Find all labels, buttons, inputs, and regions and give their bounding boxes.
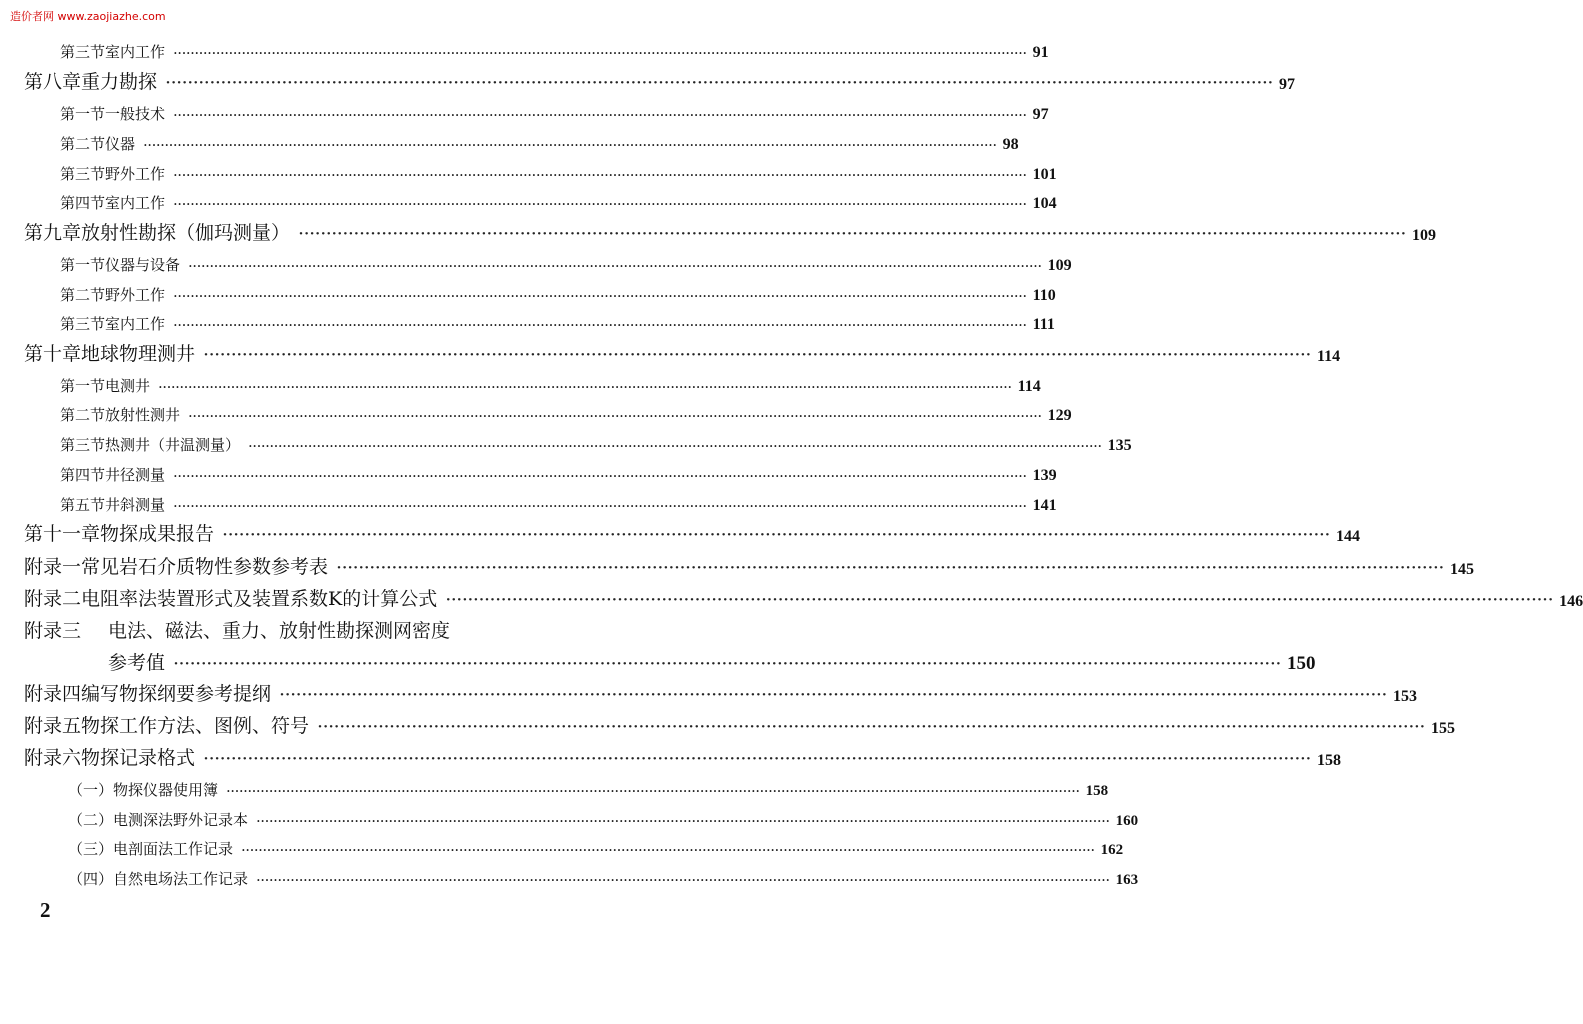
toc-entry-page: 110 — [1032, 287, 1056, 304]
dot-leader: ········································································································································································································ — [203, 344, 1311, 366]
dot-leader: ········································································································································································································ — [336, 557, 1444, 579]
dot-leader: ········································································································································································································ — [143, 136, 997, 154]
dot-leader: ········································································································································································································ — [173, 195, 1027, 213]
toc-entry-page: 109 — [1411, 227, 1436, 244]
dot-leader: ········································································································································································································ — [173, 467, 1027, 485]
toc-entry-number: （一） — [68, 781, 114, 799]
toc-entry-page: 139 — [1032, 467, 1057, 484]
toc-entry[interactable] — [60, 38, 1049, 62]
toc-entry[interactable] — [60, 372, 1041, 396]
toc-entry[interactable] — [68, 865, 1139, 889]
toc-entry[interactable] — [24, 619, 571, 643]
toc-entry-title: 室内工作 — [105, 194, 166, 212]
toc-entry-title: 电法、磁法、重力、放射性勘探测网密度 — [108, 620, 451, 642]
dot-leader: ········································································································································································································ — [226, 782, 1080, 800]
toc-entry-number: （二） — [68, 811, 114, 829]
toc-entry[interactable] — [60, 461, 1057, 485]
toc-entry-title: 常见岩石介质物性参数参考表 — [81, 556, 329, 578]
toc-entry[interactable] — [60, 281, 1056, 305]
toc-entry-title: 电测井 — [105, 377, 151, 395]
toc-entry-number: 第十章 — [24, 343, 82, 365]
toc-entry-title: 编写物探纲要参考提纲 — [81, 683, 272, 705]
toc-entry[interactable] — [60, 491, 1057, 515]
toc-entry-number: 第八章 — [24, 71, 82, 93]
toc-entry-title: 放射性勘探（伽玛测量） — [81, 222, 291, 244]
dot-leader: ········································································································································································································ — [173, 106, 1027, 124]
toc-entry[interactable] — [60, 431, 1132, 455]
dot-leader: ········································································································································································································ — [279, 684, 1387, 706]
toc-entry[interactable] — [24, 587, 1583, 611]
toc-entry-number: 附录四 — [24, 683, 82, 705]
toc-entry-page: 162 — [1100, 842, 1124, 858]
toc-entry[interactable] — [60, 130, 1019, 154]
toc-entry-number: 第一节 — [60, 105, 106, 123]
toc-entry-page: 129 — [1047, 407, 1072, 424]
toc-entry[interactable] — [60, 160, 1057, 184]
toc-entry[interactable] — [60, 100, 1049, 124]
page-number: 2 — [40, 898, 51, 922]
toc-entry-page: 155 — [1430, 720, 1455, 737]
toc-entry-page: 111 — [1032, 316, 1055, 333]
toc-entry[interactable] — [68, 806, 1139, 830]
dot-leader: ········································································································································································································ — [173, 44, 1027, 62]
toc-entry-title: 物探工作方法、图例、符号 — [81, 715, 310, 737]
toc-entry-page: 163 — [1115, 872, 1139, 888]
toc-entry-page: 97 — [1278, 76, 1295, 93]
dot-leader: ········································································································································································································ — [298, 223, 1406, 245]
toc-entry-page: 135 — [1107, 437, 1132, 454]
toc-entry[interactable] — [24, 682, 1417, 706]
toc-entry-number: （四） — [68, 870, 114, 888]
dot-leader: ········································································································································································································ — [158, 378, 1012, 396]
toc-entry-number: 第一节 — [60, 256, 106, 274]
toc-entry[interactable] — [108, 651, 1316, 675]
toc-entry-number: 第三节 — [60, 43, 106, 61]
toc-entry-number: 第四节 — [60, 466, 106, 484]
dot-leader: ········································································································································································································ — [317, 716, 1425, 738]
toc-entry[interactable] — [60, 189, 1057, 213]
toc-entry-number: 第五节 — [60, 496, 106, 514]
toc-entry-number: 第四节 — [60, 194, 106, 212]
toc-entry-page: 104 — [1032, 195, 1057, 212]
toc-entry[interactable] — [60, 251, 1072, 275]
toc-entry-title: 电剖面法工作记录 — [113, 840, 234, 858]
dot-leader: ········································································································································································································ — [445, 589, 1554, 611]
toc-entry-title: 物探成果报告 — [100, 523, 215, 545]
dot-leader: ········································································································································································································ — [248, 437, 1102, 455]
toc-entry-page: 145 — [1449, 561, 1474, 578]
toc-entry-page: 91 — [1032, 44, 1049, 61]
toc-entry-title: 物探记录格式 — [81, 747, 196, 769]
toc-entry[interactable] — [24, 522, 1360, 546]
toc-entry-number: （三） — [68, 840, 114, 858]
toc-entry-number: 第一节 — [60, 377, 106, 395]
dot-leader: ········································································································································································································ — [173, 497, 1027, 515]
toc-entry-number: 附录六 — [24, 747, 82, 769]
toc-entry-number: 第二节 — [60, 135, 106, 153]
toc-entry-title: 物探仪器使用簿 — [113, 781, 219, 799]
toc-entry[interactable] — [60, 310, 1055, 334]
toc-entry-page: 97 — [1032, 106, 1049, 123]
toc-entry[interactable] — [24, 555, 1474, 579]
toc-entry-title: 井斜测量 — [105, 496, 166, 514]
toc-entry[interactable] — [24, 342, 1341, 366]
toc-entry-title: 重力勘探 — [81, 71, 158, 93]
toc-entry-page: 153 — [1392, 688, 1417, 705]
dot-leader: ········································································································································································································ — [222, 524, 1330, 546]
dot-leader: ········································································································································································································ — [256, 812, 1110, 830]
toc-entry-title: 野外工作 — [105, 286, 166, 304]
watermark-text: 造价者网 www.zaojiazhe.com — [10, 10, 166, 23]
toc-entry-page: 141 — [1032, 497, 1057, 514]
toc-entry-number: 第三节 — [60, 315, 106, 333]
dot-leader: ········································································································································································································ — [173, 166, 1027, 184]
dot-leader: ········································································································································································································ — [241, 841, 1095, 859]
toc-entry-page: 98 — [1002, 136, 1019, 153]
toc-entry-number: 第十一章 — [24, 523, 101, 545]
dot-leader: ········································································································································································································ — [203, 748, 1311, 770]
dot-leader: ········································································································································································································ — [188, 257, 1042, 275]
toc-entry-number: 第二节 — [60, 406, 106, 424]
toc-entry-title: 井径测量 — [105, 466, 166, 484]
dot-leader: ········································································································································································································ — [173, 316, 1027, 334]
dot-leader: ········································································································································································································ — [165, 72, 1273, 94]
toc-entry-title: 放射性测井 — [105, 406, 181, 424]
toc-entry-title: 电阻率法装置形式及装置系数K的计算公式 — [81, 588, 438, 610]
toc-entry[interactable] — [60, 401, 1072, 425]
toc-entry-page: 144 — [1335, 528, 1360, 545]
toc-entry-title: 室内工作 — [105, 315, 166, 333]
dot-leader: ········································································································································································································ — [173, 287, 1027, 305]
toc-entry-title: 室内工作 — [105, 43, 166, 61]
toc-entry-page: 158 — [1085, 783, 1109, 799]
toc-entry[interactable] — [68, 835, 1124, 859]
toc-entry-page: 114 — [1017, 378, 1041, 395]
toc-entry[interactable] — [24, 714, 1455, 738]
dot-leader: ········································································································································································································ — [173, 653, 1281, 675]
toc-entry[interactable] — [24, 221, 1436, 245]
toc-entry-number: 附录五 — [24, 715, 82, 737]
toc-entry-title: 参考值 — [108, 652, 166, 674]
toc-entry-page: 109 — [1047, 257, 1072, 274]
toc-entry-title: 热测井（井温测量） — [105, 436, 241, 454]
toc-entry-page: 150 — [1286, 653, 1316, 674]
toc-entry-page: 101 — [1032, 166, 1057, 183]
toc-entry-title: 仪器与设备 — [105, 256, 181, 274]
toc-entry-title: 电测深法野外记录本 — [113, 811, 249, 829]
toc-entry[interactable] — [68, 776, 1109, 800]
toc-entry-title: 地球物理测井 — [81, 343, 196, 365]
dot-leader: ········································································································································································································ — [256, 871, 1110, 889]
toc-entry-number: 第二节 — [60, 286, 106, 304]
toc-entry-page: 146 — [1559, 593, 1583, 610]
toc-entry-number: 附录二 — [24, 588, 82, 610]
toc-entry-title: 自然电场法工作记录 — [113, 870, 249, 888]
toc-entry-number: 第九章 — [24, 222, 82, 244]
toc-entry-page: 114 — [1316, 348, 1341, 365]
dot-leader: ········································································································································································································ — [188, 407, 1042, 425]
toc-entry-title: 仪器 — [105, 135, 136, 153]
toc-entry-title: 一般技术 — [105, 105, 166, 123]
toc-entry-page: 158 — [1316, 752, 1341, 769]
toc-entry-number: 附录一 — [24, 556, 82, 578]
toc-entry-number: 附录三 — [24, 620, 82, 642]
toc-entry-number: 第三节 — [60, 436, 106, 454]
toc-entry-title: 野外工作 — [105, 165, 166, 183]
toc-entry-number: 第三节 — [60, 165, 106, 183]
toc-entry[interactable] — [24, 746, 1341, 770]
toc-entry[interactable] — [24, 70, 1295, 94]
toc-entry-page: 160 — [1115, 813, 1139, 829]
